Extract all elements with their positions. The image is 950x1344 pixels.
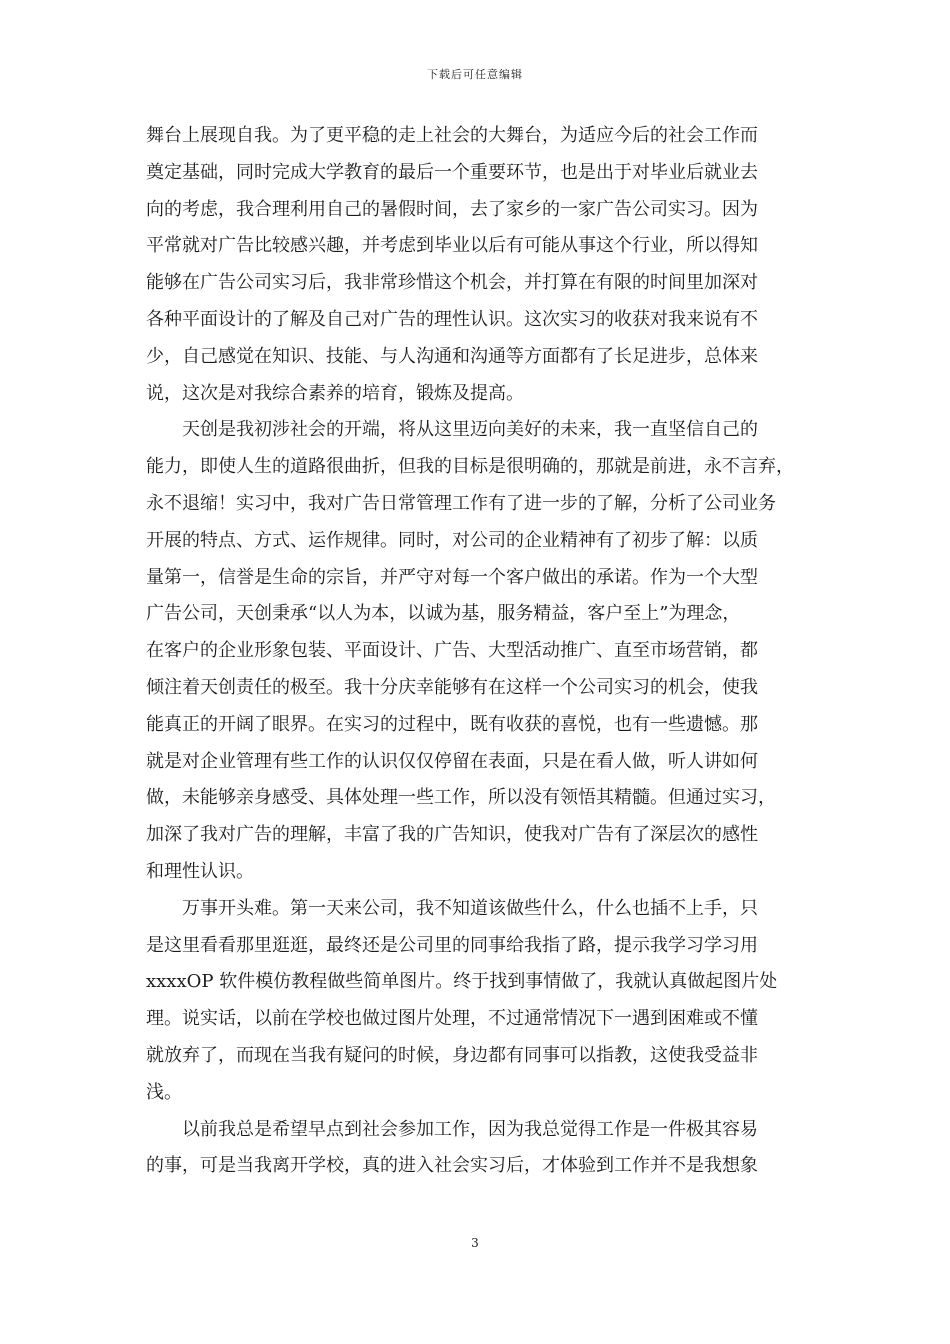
text-line: 平常就对广告比较感兴趣，并考虑到毕业以后有可能从事这个行业，所以得知 xyxy=(146,235,758,257)
text-line: 万事开头难。第一天来公司，我不知道该做些什么，什么也插不上手，只 xyxy=(182,897,758,919)
text-line: 向的考虑，我合理利用自己的暑假时间，去了家乡的一家广告公司实习。因为 xyxy=(146,198,758,220)
text-line: 永不退缩！实习中，我对广告日常管理工作有了进一步的了解，分析了公司业务 xyxy=(146,492,776,514)
page-number: 3 xyxy=(471,1236,479,1250)
text-line: 加深了我对广告的理解，丰富了我的广告知识，使我对广告有了深层次的感性 xyxy=(146,824,758,846)
text-line: 以前我总是希望早点到社会参加工作，因为我总觉得工作是一件极其容易 xyxy=(182,1118,758,1140)
text-line: 能真正的开阔了眼界。在实习的过程中，既有收获的喜悦，也有一些遗憾。那 xyxy=(146,713,758,735)
text-line: 说，这次是对我综合素养的培育，锻炼及提高。 xyxy=(146,382,524,404)
text-line: 理。说实话，以前在学校也做过图片处理，不过通常情况下一遇到困难或不懂 xyxy=(146,1008,758,1030)
text-line: 能力，即使人生的道路很曲折，但我的目标是很明确的，那就是前进，永不言弃， xyxy=(146,456,794,478)
text-line: 广告公司，天创秉承“以人为本，以诚为基，服务精益，客户至上”为理念， xyxy=(146,603,741,625)
text-line: 开展的特点、方式、运作规律。同时，对公司的企业精神有了初步了解：以质 xyxy=(146,529,758,551)
text-line: 浅。 xyxy=(146,1081,182,1103)
text-line: 舞台上展现自我。为了更平稳的走上社会的大舞台，为适应今后的社会工作而 xyxy=(146,125,758,146)
text-line: 奠定基础，同时完成大学教育的最后一个重要环节，也是出于对毕业后就业去 xyxy=(146,161,758,183)
text-line: 天创是我初涉社会的开端，将从这里迈向美好的未来，我一直坚信自己的 xyxy=(182,419,758,441)
text-line: 各种平面设计的了解及自己对广告的理性认识。这次实习的收获对我来说有不 xyxy=(146,308,758,330)
page-header: 下载后可任意编辑 xyxy=(427,68,523,81)
body-text xyxy=(146,118,816,1185)
text-line: 能够在广告公司实习后，我非常珍惜这个机会，并打算在有限的时间里加深对 xyxy=(146,272,758,294)
text-line: 是这里看看那里逛逛，最终还是公司里的同事给我指了路，提示我学习学习用 xyxy=(146,934,758,956)
text-line: 就放弃了，而现在当我有疑问的时候，身边都有同事可以指教，这使我受益非 xyxy=(146,1044,758,1066)
text-line: xxxxOP 软件模仿教程做些简单图片。终于找到事情做了，我就认真做起图片处 xyxy=(146,971,778,993)
text-line: 倾注着天创责任的极至。我十分庆幸能够有在这样一个公司实习的机会，使我 xyxy=(146,676,758,698)
text-line: 量第一，信誉是生命的宗旨，并严守对每一个客户做出的承诺。作为一个大型 xyxy=(146,566,758,588)
text-line: 就是对企业管理有些工作的认识仅仅停留在表面，只是在看人做，听人讲如何 xyxy=(146,750,758,772)
text-line: 少，自己感觉在知识、技能、与人沟通和沟通等方面都有了长足进步，总体来 xyxy=(146,345,758,367)
text-line: 在客户的企业形象包装、平面设计、广告、大型活动推广、直至市场营销，都 xyxy=(146,640,758,662)
text-line: 做，未能够亲身感受、具体处理一些工作，所以没有领悟其精髓。但通过实习， xyxy=(146,787,776,809)
text-line: 的事，可是当我离开学校，真的进入社会实习后，才体验到工作并不是我想象 xyxy=(146,1155,758,1177)
text-line: 和理性认识。 xyxy=(146,860,254,882)
